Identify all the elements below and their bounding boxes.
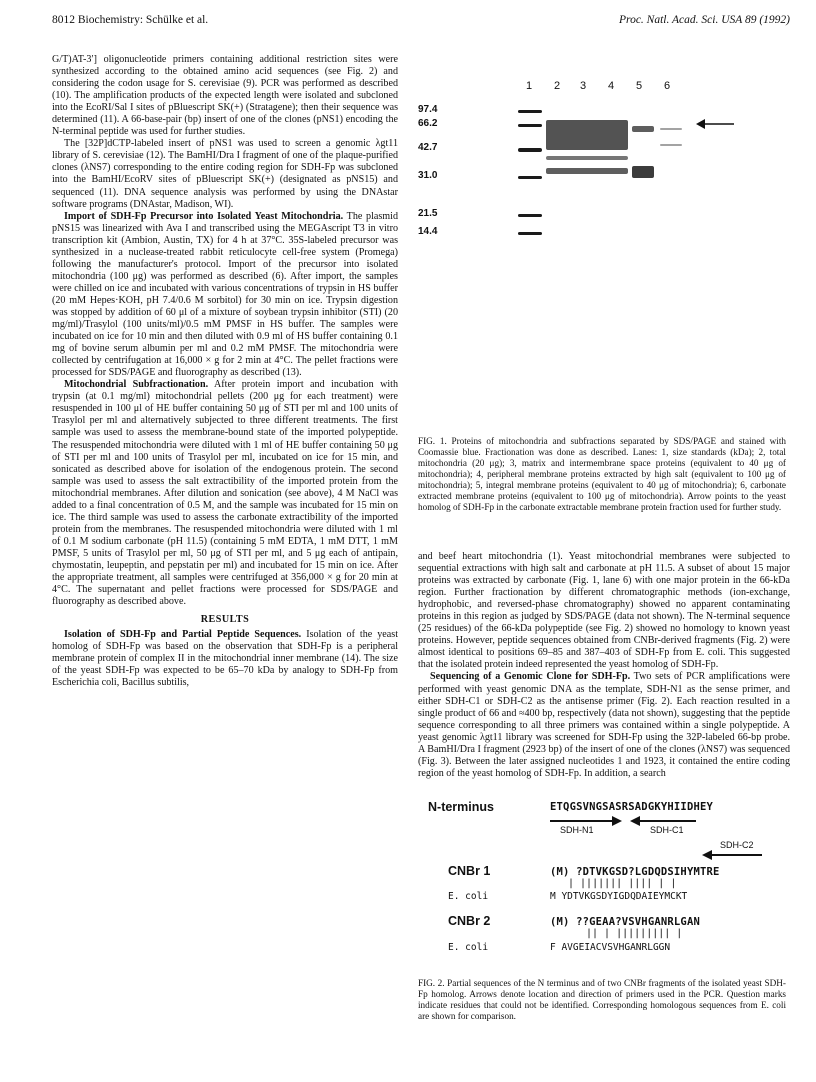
ecoli-label: E. coli — [448, 891, 489, 902]
mw-marker: 31.0 — [418, 170, 438, 181]
gel-band — [518, 148, 542, 152]
lane-number: 1 — [526, 80, 533, 92]
cnbr1-label: CNBr 1 — [448, 864, 491, 878]
paragraph — [52, 379, 398, 608]
lane-number: 5 — [636, 80, 643, 92]
figure2-sequences — [418, 798, 790, 970]
paragraph-text: Two sets of PCR amplifications were performed with yeast genomic DNA as the template, SDH-N1 as the sense primer, and either SDH-C1 or SDH-C2 as the antisense primer (Fig. 2). Each reaction resulted in a single product of 66 and ≈400 bp, respectively (data not shown), suggesting that the peptide sequence corresponding to all three primers was contained within a single polypeptide. A yeast genomic λgt11 library was screened for SDH-Fp using the 32P-labeled 66-bp probe. A BamHI/Dra I fragment (2923 bp) of the insert of one of the clones (λNS7) was sequenced (Fig. 3). Between the later assigned nucleotides 1 and 1923, it contained the entire coding region of the yeast homolog of SDH-Fp. In addition, a search — [418, 671, 790, 779]
arrow-right-icon — [612, 816, 622, 826]
section-heading: Isolation of SDH-Fp and Partial Peptide Sequences. — [64, 629, 302, 641]
cnbr2-label: CNBr 2 — [448, 914, 491, 928]
section-heading: Sequencing of a Genomic Clone for SDH-Fp. — [430, 671, 631, 683]
running-header-left: 8012 Biochemistry: Schülke et al. — [52, 14, 209, 26]
lane-number: 4 — [608, 80, 615, 92]
primer-label: SDH-C2 — [720, 840, 754, 850]
cnbr2-sequence: (M) ??GEAA?VSVHGANRLGAN — [550, 916, 700, 928]
nterm-label: N-terminus — [428, 800, 494, 814]
section-heading: Mitochondrial Subfractionation. — [64, 379, 209, 391]
paragraph-text: After protein import and incubation with trypsin (at 0.1 mg/ml) mitochondrial pellets (200 μg for each treatment) were resuspended in 100 μl of HE buffer containing 50 μg of STI per ml and 100 units of Trasylol per ml and alternatively subjected to three different treatments. The first sample was used to assess the membrane-bound state of the imported polypeptide. The resuspended mitochondria were diluted with 1 ml of HE buffer containing 50 μg of STI per ml and 100 units of Trasylol per ml, incubated on ice for 15 min, and sonicated as described above for isolation of the endogenous protein. The second sample was used to assess the salt extractibility of the imported protein from the mitochondrial membranes. After dilution and sonication (see above), 4 M NaCl was added to a final concentration of 0.5 M, and the sample was incubated for 15 min on ice. The third sample was used to assess the carbonate extractibility of the imported protein from the membranes. The resuspended mitochondria were diluted with 1 ml of 0.1 M sodium carbonate (pH 11.5) (containing 5 mM EDTA, 1 mM DTT, 1 mM PMSF, 5 units of Trasylol per ml, 50 μg of STI per ml, and 5 μg each of antipain, chymostatin, leupeptin, and pepstatin per ml) and incubated for 15 min on ice. After the appropriate treatment, all samples were centrifuged at 356,000 × g for 20 min at 4°C. The supernatant and pellet fractions were processed for SDS/PAGE and fluorography as described above. — [52, 379, 399, 608]
paragraph: and beef heart mitochondria (1). Yeast mitochondrial membranes were subjected to sequential extractions with high salt and carbonate at pH 11.5. A subset of about 15 major proteins was extracted by carbonate (Fig. 1, lane 6) with one major protein in the 66-kDa region. Further fractionation by different chromatographic methods (ion-exchange, hydrophobic, and reversed-phase chromatography) showed no apparent contaminating proteins in this region as judged by SDS/PAGE (data not shown). The N-terminal sequence (25 residues) of the 66-kDa polypeptide (see Fig. 2) showed no homology to known yeast proteins. However, peptide sequences obtained from CNBr-derived fragments (Fig. 2) were almost identical to positions 69–85 and 387–403 of SDH-Fp from E. coli. This suggested that the isolated protein indeed represented the yeast homolog of SDH-Fp. — [418, 551, 790, 671]
primer-label: SDH-N1 — [560, 825, 594, 835]
paragraph — [418, 671, 790, 779]
gel-band — [518, 232, 542, 235]
gel-band — [660, 128, 682, 130]
section-heading: Import of SDH-Fp Precursor into Isolated Yeast Mitochondria. — [64, 210, 344, 222]
cnbr1-identity-bars: | ||||||| |||| | | — [568, 878, 677, 889]
mw-marker: 42.7 — [418, 142, 438, 153]
cnbr1-ecoli-sequence: M YDTVKGSDYIGDQDAIEYMCKT — [550, 891, 688, 902]
primer-label: SDH-C1 — [650, 825, 684, 835]
gel-band — [518, 124, 542, 127]
ecoli-label: E. coli — [448, 942, 489, 953]
lane-number: 6 — [664, 80, 671, 92]
mw-marker: 21.5 — [418, 208, 438, 219]
primer-arrow — [708, 854, 762, 856]
figure1-caption: FIG. 1. Proteins of mitochondria and subfractions separated by SDS/PAGE and stained with Coomassie blue. Fractionation was done as described. Lanes: 1, size standards (kDa); 2, total mitochondria (20 μg); 3, matrix and intermembrane space proteins (equivalent to 40 μg of mitochondria); 4, peripheral membrane proteins extracted by high salt (equivalent to 100 μg of mitochondria); 5, integral membrane proteins (equivalent to 40 μg of mitochondria); 6, carbonate extracted membrane proteins (equivalent to 100 μg of mitochondria). Arrow points to the yeast homolog of SDH-Fp in the carbonate extractable membrane protein fraction used for further study. — [418, 436, 786, 512]
arrow-left-icon — [702, 850, 712, 860]
mw-marker: 66.2 — [418, 118, 438, 129]
lane-number: 2 — [554, 80, 561, 92]
figure1-gel — [418, 74, 790, 284]
lane-number: 3 — [580, 80, 587, 92]
paragraph — [52, 629, 398, 689]
gel-band — [546, 120, 628, 150]
mw-marker: 97.4 — [418, 104, 438, 115]
results-heading: RESULTS — [200, 614, 250, 626]
nterm-sequence: ETQGSVNGSASRSADGKYHIIDHEY — [550, 801, 714, 813]
primer-arrow — [550, 820, 616, 822]
arrow-left-icon — [630, 816, 640, 826]
cnbr2-ecoli-sequence: F AVGEIACVSVHGANRLGGN — [550, 942, 671, 953]
right-column — [418, 551, 790, 780]
gel-band — [660, 144, 682, 146]
paragraph: The [32P]dCTP-labeled insert of pNS1 was used to screen a genomic λgt11 library of S. cerevisiae (12). The BamHI/Dra I fragment of one of the plaque-purified clones (λNS7) corresponding to the entire coding region for SDH-Fp was subcloned into the BamHI/EcoRV sites of pBluescript SK(+) (designated as pNS15) and sequenced (11). DNA sequence analysis was performed by using the DNAstar software programs (DNAstar, Madison, WI). — [52, 138, 398, 210]
running-header-right: Proc. Natl. Acad. Sci. USA 89 (1992) — [619, 14, 790, 26]
gel-band — [546, 156, 628, 160]
paragraph — [52, 211, 398, 380]
cnbr1-sequence: (M) ?DTVKGSD?LGDQDSIHYMTRE — [550, 866, 720, 878]
gel-band — [518, 214, 542, 217]
gel-band — [518, 110, 542, 113]
paragraph-text: Isolation of the yeast homolog of SDH-Fp was based on the observation that SDH-Fp is a peripheral membrane protein of complex II in the mitochondrial inner membrane (14). The size of the yeast SDH-Fp was expected to be 65–70 kDa by analogy to SDH-Fp from Escherichia coli, Bacillus subtilis, — [52, 629, 398, 689]
gel-band — [518, 176, 542, 179]
cnbr2-identity-bars: || | ||||||||| | — [586, 928, 683, 939]
figure2-caption: FIG. 2. Partial sequences of the N terminus and of two CNBr fragments of the isolated yeast SDH-Fp homolog. Arrows denote location and direction of primers used in the PCR. Question marks indicate residues that could not be identified. Corresponding homologous sequences from E. coli are shown for comparison. — [418, 978, 786, 1021]
paragraph: G/T)AT-3′] oligonucleotide primers containing additional restriction sites were synthesized according to the obtained amino acid sequences (see Fig. 2) and considering the codon usage for S. cerevisiae (9). PCR was performed as described (10). The amplification products of the expected length were isolated and subcloned into the EcoRI/Sal I sites of pBluescript SK(+) (Stratagene); then their sequence was determined (11). A 66-base-pair (bp) insert of one of the clones (pNS1) encoding the N-terminal peptide was used for further studies. — [52, 54, 398, 138]
primer-arrow — [636, 820, 696, 822]
mw-marker: 14.4 — [418, 226, 438, 237]
left-column — [52, 54, 398, 689]
gel-band — [632, 126, 654, 132]
paragraph-text: The plasmid pNS15 was linearized with Ava I and transcribed using the MEGAscript T3 in vitro transcription kit (Ambion, Austin, TX) for 4 h at 37°C. 35S-labeled precursor was synthesized in a nuclease-treated rabbit reticulocyte cell-free system (Promega) following the manufacturer's protocol. Import of the precursor into isolated mitochondria (100 μg) was performed as described (6). After import, the samples were chilled on ice and incubated with various concentrations of trypsin in HS buffer (20 mM Hepes·KOH, pH 7.4/0.6 M sorbitol) for 30 min on ice. Trypsin digestion was stopped by addition of 60 μl of a mixture of soybean trypsin inhibitor (STI) (20 mg/ml)/Trasylol (100 units/ml)/0.5 mM PMSF in HS buffer. The samples were incubated on ice for 10 min and then diluted with 0.9 ml of HS buffer containing 0.1 mg of bovine serum albumin per ml and 0.2 mM PMSF. The mitochondria were collected by centrifugation at 16,000 × g for 2 min at 4°C. The pellet fractions were processed for SDS/PAGE and fluorography as described (13). — [52, 210, 398, 379]
gel-band — [546, 168, 628, 174]
gel-band — [632, 166, 654, 178]
arrow-icon — [696, 118, 736, 130]
